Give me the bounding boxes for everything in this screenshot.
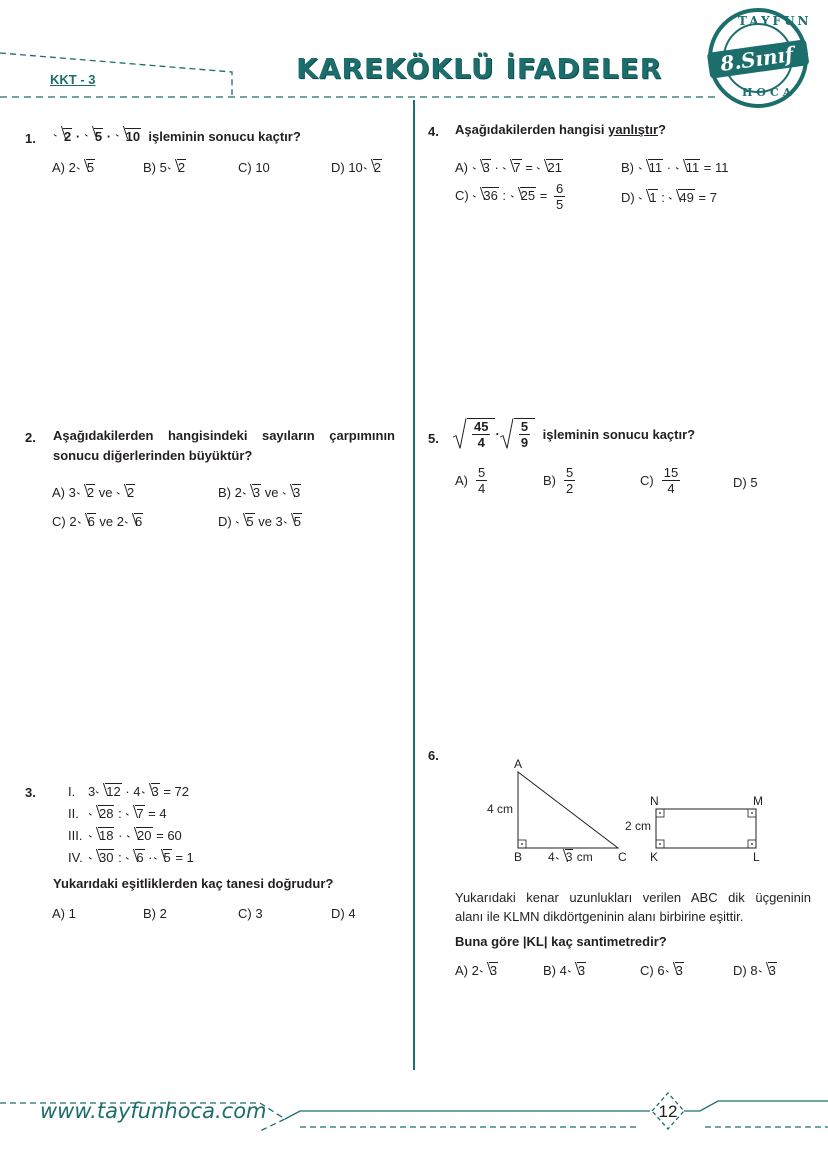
q6-option-a[interactable]: A) 2 3: [455, 963, 498, 978]
q5-number: 5.: [428, 431, 439, 446]
page-title: KAREKÖKLÜ İFADELER: [296, 52, 663, 85]
right-angle-k-dot: [659, 843, 661, 845]
q6-text-line2: alanı ile KLMN dikdörtgeninin alanı birbirine eşittir.: [455, 909, 744, 924]
q6-figure: [480, 760, 780, 870]
q3-item-i: I. 3 12 · 4 3 = 72: [68, 784, 190, 799]
q6-option-c[interactable]: C) 6 3: [640, 963, 683, 978]
q3-option-d[interactable]: D) 4: [331, 906, 356, 921]
q5-option-a[interactable]: A) $\frac{5}{4}$: [455, 465, 486, 496]
side-bc-label: 4 3 cm: [548, 850, 593, 864]
q2-text-line2: sonucu diğerlerinden büyüktür?: [53, 448, 253, 463]
vertex-b: B: [514, 850, 523, 864]
page-number: 12: [658, 1102, 678, 1121]
q6-option-b[interactable]: B) 4 3: [543, 963, 586, 978]
vertex-n: N: [650, 794, 659, 808]
vertex-l: L: [753, 850, 760, 864]
website-link[interactable]: www.tayfunhoca.com: [40, 1099, 267, 1123]
q3-item-ii: II. 28 : 7 = 4: [68, 806, 167, 821]
q4-option-b[interactable]: B) 11 · 11 = 11: [621, 160, 729, 175]
radical-icon: [453, 418, 467, 450]
right-angle-m-dot: [751, 812, 753, 814]
vertex-c: C: [618, 850, 627, 864]
q4-text: Aşağıdakilerden hangisi yanlıştır?: [455, 122, 666, 137]
side-kn-label: 2 cm: [625, 819, 652, 833]
triangle-abc: [518, 772, 618, 848]
q3-option-b[interactable]: B) 2: [143, 906, 167, 921]
rectangle-klmn: [656, 809, 756, 848]
radical-icon: [500, 418, 514, 450]
q6-question: Buna göre |KL| kaç santimetredir?: [455, 934, 667, 949]
q2-text-line1: Aşağıdakilerden hangisindeki sayıların çarpımının: [53, 428, 395, 443]
q1-option-a[interactable]: A) 2 5: [52, 160, 95, 175]
q4-option-c[interactable]: C) 36 : 25 = $\frac{6}{5}$: [455, 181, 564, 212]
badge-top-text: TAYFUN: [738, 14, 812, 28]
badge-center-text: 8.Sınıf: [718, 41, 795, 77]
column-divider: [413, 100, 415, 1070]
q1-number: 1.: [25, 131, 36, 146]
right-angle-b-dot: [521, 843, 523, 845]
q4-option-a[interactable]: A) 3 · 7 = 21: [455, 160, 562, 175]
q5-option-c[interactable]: C) $\frac{15}{4}$: [640, 465, 679, 496]
q4-option-d[interactable]: D) 1 : 49 = 7: [621, 190, 717, 205]
q2-option-a[interactable]: A) 3 2 ve 2: [52, 485, 135, 500]
q6-text-line1: Yukarıdaki kenar uzunlukları verilen ABC dik üçgeninin: [455, 890, 811, 905]
right-angle-l-dot: [751, 843, 753, 845]
q1-option-d[interactable]: D) 10 2: [331, 160, 382, 175]
q1-option-b[interactable]: B) 5 2: [143, 160, 186, 175]
side-ab-label: 4 cm: [487, 802, 514, 816]
vertex-a: A: [514, 757, 523, 771]
q1-text: 2 · 5 · 10 işleminin sonucu kaçtır?: [53, 127, 301, 147]
logo-badge: [706, 6, 810, 110]
q6-option-d[interactable]: D) 8 3: [733, 963, 776, 978]
q3-item-iii: III. 18 · 20 = 60: [68, 828, 182, 843]
q5-option-b[interactable]: B) $\frac{5}{2}$: [543, 465, 574, 496]
right-angle-n-dot: [659, 812, 661, 814]
badge-bottom-text: HOCA: [742, 86, 796, 99]
q5-option-d[interactable]: D) 5: [733, 475, 758, 490]
q2-number: 2.: [25, 430, 36, 445]
q4-number: 4.: [428, 124, 439, 139]
q3-item-iv: IV. 30 : 6 · 5 = 1: [68, 850, 194, 865]
q3-option-a[interactable]: A) 1: [52, 906, 76, 921]
vertex-k: K: [650, 850, 659, 864]
q5-expression: $\frac{45}{4}$ · $\frac{5}{9}$ işleminin sonucu kaçtır?: [453, 418, 695, 450]
q3-number: 3.: [25, 785, 36, 800]
q6-number: 6.: [428, 748, 439, 763]
q2-option-c[interactable]: C) 2 6 ve 2 6: [52, 514, 143, 529]
q2-option-d[interactable]: D) 5 ve 3 5: [218, 514, 301, 529]
q3-option-c[interactable]: C) 3: [238, 906, 263, 921]
vertex-m: M: [753, 794, 763, 808]
worksheet-code: KKT - 3: [50, 72, 96, 87]
q3-text: Yukarıdaki eşitliklerden kaç tanesi doğrudur?: [53, 876, 334, 891]
q1-option-c[interactable]: C) 10: [238, 160, 270, 175]
q2-option-b[interactable]: B) 2 3 ve 3: [218, 485, 301, 500]
